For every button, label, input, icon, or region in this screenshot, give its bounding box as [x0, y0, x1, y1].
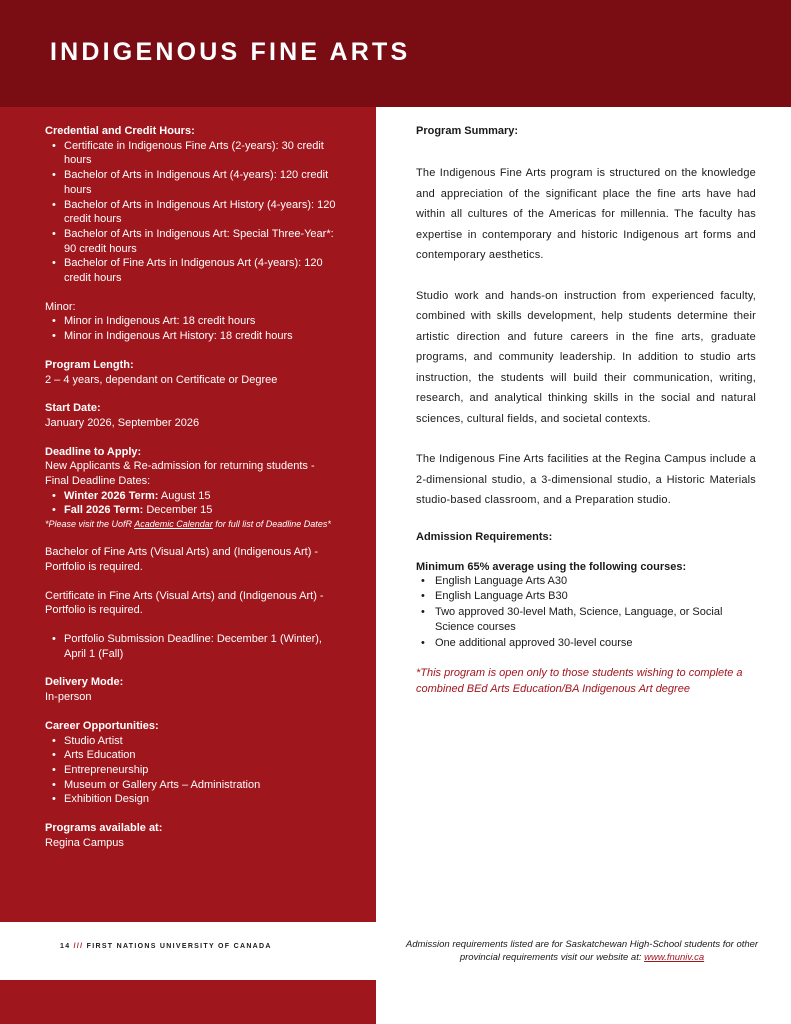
bottom-color-bar: [0, 980, 376, 1024]
start-section: [45, 401, 336, 430]
course-list: [416, 574, 756, 652]
list-item: • Exhibition Design: [52, 792, 336, 807]
length-heading: Program Length:: [45, 358, 134, 371]
length-text: 2 – 4 years, dependant on Certificate or Degree: [45, 373, 278, 386]
list-item: • Studio Artist: [52, 734, 336, 749]
portfolio-cert-text: Certificate in Fine Arts (Visual Arts) and (Indigenous Art) - Portfolio is required.: [45, 589, 324, 617]
list-item: • Certificate in Indigenous Fine Arts (2-years): 30 credit hours: [52, 139, 336, 168]
summary-paragraph-3: The Indigenous Fine Arts facilities at the Regina Campus include a 2-dimensional studio, a 3-dimensional studio, a Historic Materials studio-based classroom, and a Preparation studio.: [416, 453, 756, 506]
deadline-section: [45, 445, 336, 532]
minor-heading: Minor:: [45, 300, 76, 313]
summary-paragraph-1: The Indigenous Fine Arts program is structured on the knowledge and appreciation of the significant place the fine arts have had within all cultures of the Americas for millennia. The faculty has expertise in contemporary and historic Indigenous art forms and contemporary aesthetics.: [416, 167, 756, 261]
career-section: [45, 719, 336, 807]
list-item: [52, 489, 336, 504]
portfolio-deadline-list: [45, 632, 336, 661]
delivery-heading: Delivery Mode:: [45, 676, 124, 689]
note-text: for full list of Deadline Dates*: [212, 519, 331, 530]
start-heading: Start Date:: [45, 402, 101, 415]
academic-calendar-link[interactable]: Academic Calendar: [134, 519, 213, 530]
length-section: [45, 358, 336, 387]
credential-section: [45, 124, 336, 286]
available-section: [45, 821, 336, 850]
deadline-note: [45, 518, 336, 531]
available-text: Regina Campus: [45, 836, 124, 849]
list-item: • Bachelor of Fine Arts in Indigenous Art (4-years): 120 credit hours: [52, 256, 336, 285]
list-item: • Two approved 30-level Math, Science, Language, or Social Science courses: [421, 605, 756, 636]
admission-heading: Admission Requirements:: [416, 530, 553, 543]
summary-paragraph-2: Studio work and hands-on instruction from experienced faculty, combined with skills development, help students determine their artistic direction and future careers in the fine arts, graduate programs, and community leadership. In addition to studio arts instruction, the students will build their communication, writing, research, and analytical thinking skills in the social and natural sciences, cultural fields, and societal contexts.: [416, 289, 756, 425]
delivery-text: In-person: [45, 691, 92, 704]
available-heading: Programs available at:: [45, 822, 163, 835]
term-date: August 15: [158, 489, 211, 502]
website-link[interactable]: www.fnuniv.ca: [644, 951, 705, 963]
list-item: • Entrepreneurship: [52, 763, 336, 778]
minimum-average-heading: Minimum 65% average using the following courses:: [416, 560, 687, 573]
deadline-text: New Applicants & Re-admission for returning students - Final Deadline Dates:: [45, 460, 315, 488]
list-item: • Museum or Gallery Arts – Administration: [52, 778, 336, 793]
list-item: • Bachelor of Arts in Indigenous Art: Special Three-Year*: 90 credit hours: [52, 227, 336, 256]
career-list: [45, 734, 336, 808]
summary-heading: Program Summary:: [416, 125, 519, 137]
program-summary-panel: [416, 107, 756, 697]
page-number: 14: [60, 943, 71, 950]
list-item: • Bachelor of Arts in Indigenous Art History (4-years): 120 credit hours: [52, 198, 336, 227]
disclaimer-text: Admission requirements listed are for Saskatchewan High-School students for other provincial requirements visit our website at:: [405, 939, 759, 963]
minor-list: [45, 314, 336, 343]
footer-disclaimer: [396, 939, 768, 964]
list-item: • Minor in Indigenous Art: 18 credit hours: [52, 314, 336, 329]
page-footer-label: [60, 943, 272, 950]
term-date: December 15: [143, 504, 213, 517]
delivery-section: [45, 675, 336, 704]
credential-list: [45, 139, 336, 286]
list-item: • English Language Arts B30: [421, 589, 756, 605]
term-label: Fall 2026 Term:: [64, 504, 144, 517]
portfolio-deadline-section: [45, 632, 336, 661]
university-name: FIRST NATIONS UNIVERSITY OF CANADA: [86, 943, 272, 950]
deadline-terms: [45, 489, 336, 518]
page-header: [0, 0, 791, 107]
page-title: INDIGENOUS FINE ARTS: [50, 38, 411, 66]
footer-separator: ///: [73, 943, 84, 950]
start-text: January 2026, September 2026: [45, 416, 200, 429]
program-details-panel: [0, 107, 376, 922]
list-item: • Bachelor of Arts in Indigenous Art (4-years): 120 credit hours: [52, 168, 336, 197]
list-item: [52, 503, 336, 518]
portfolio-bfa-text: Bachelor of Fine Arts (Visual Arts) and (Indigenous Art) - Portfolio is required.: [45, 546, 319, 573]
credential-heading: Credential and Credit Hours:: [45, 125, 195, 137]
note-text: *Please visit the UofR: [45, 519, 135, 530]
list-item: • Portfolio Submission Deadline: December 1 (Winter), April 1 (Fall): [52, 632, 336, 661]
program-restriction-note: *This program is open only to those students wishing to complete a combined BEd Arts Education/BA Indigenous Art degree: [416, 667, 743, 695]
list-item: • English Language Arts A30: [421, 574, 756, 590]
minor-section: [45, 300, 336, 344]
list-item: • One additional approved 30-level course: [421, 636, 756, 652]
list-item: • Minor in Indigenous Art History: 18 credit hours: [52, 329, 336, 344]
term-label: Winter 2026 Term:: [64, 489, 159, 502]
list-item: • Arts Education: [52, 748, 336, 763]
career-heading: Career Opportunities:: [45, 719, 159, 732]
deadline-heading: Deadline to Apply:: [45, 445, 142, 458]
